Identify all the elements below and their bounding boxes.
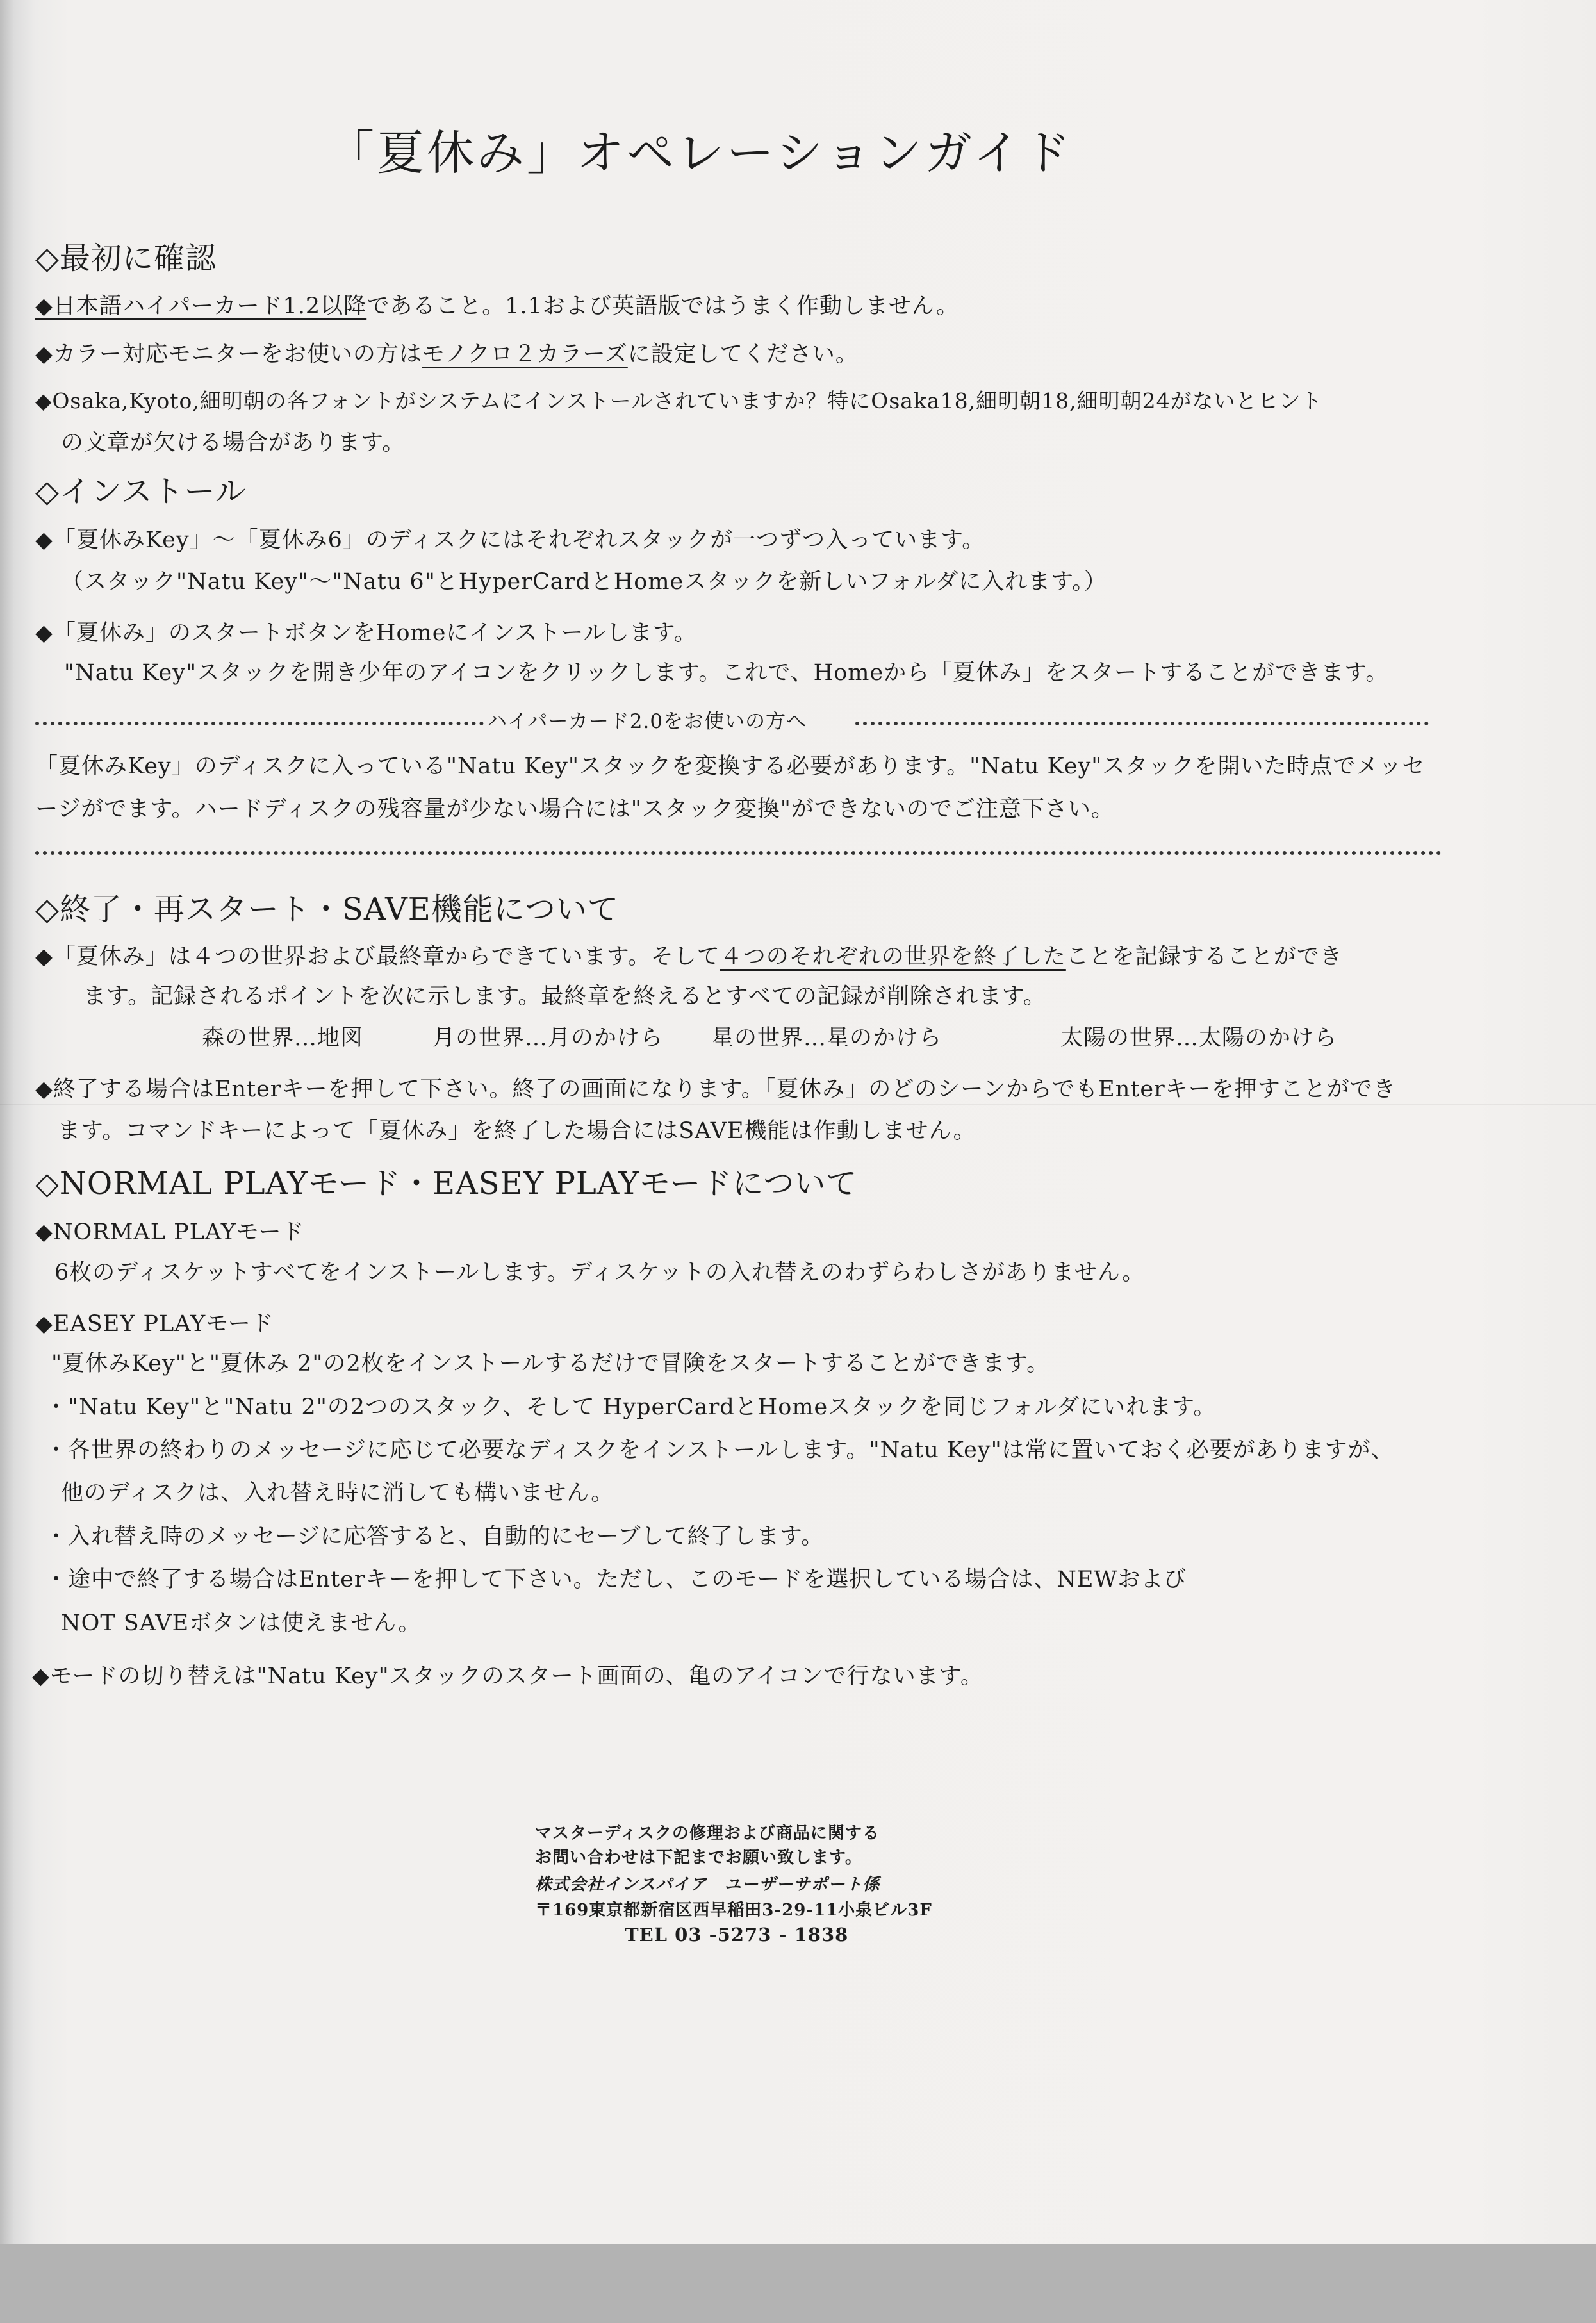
heading-first-check: ◇最初に確認 — [35, 240, 217, 276]
footer-line2: お問い合わせは下記までお願い致します。 — [535, 1848, 862, 1867]
easy-item-quit-line2: NOT SAVEボタンは使えません。 — [61, 1610, 422, 1636]
hypercard2-text-line2: ージがでます。ハードディスクの残容量が少ない場合には"スタック変換"ができないのでご注意下さい。 — [35, 797, 1114, 822]
easy-play-text: "夏休みKey"と"夏休み 2"の2枚をインストールするだけで冒険をスタートすることができます。 — [51, 1351, 1050, 1376]
bullet-disks: ◆「夏休みKey」～「夏休み6」のディスクにはそれぞれスタックが一つずつ入っています。 — [35, 527, 985, 553]
underlined-monochrome: モノクロ２カラーズ — [422, 342, 628, 367]
save-point-moon: 月の世界…月のかけら — [432, 1025, 664, 1051]
save-point-sun: 太陽の世界…太陽のかけら — [1060, 1025, 1338, 1051]
footer-phone: TEL 03 -5273 - 1838 — [625, 1924, 849, 1946]
easy-item-quit-line1: ・途中で終了する場合はEnterキーを押して下さい。ただし、このモードを選択している場合は、NEWおよび — [45, 1567, 1187, 1592]
dotted-divider-right — [855, 722, 1429, 725]
save-point-star: 星の世界…星のかけら — [711, 1025, 942, 1051]
hypercard2-label: ハイパーカード2.0をお使いの方へ — [487, 710, 807, 733]
heading-play-modes: ◇NORMAL PLAYモード・EASEY PLAYモードについて — [35, 1166, 858, 1202]
paper-fold-line — [0, 1104, 1596, 1105]
footer-company: 株式会社インスパイア ユーザーサポート係 — [535, 1875, 880, 1894]
bullet-disks-note: （スタック"Natu Key"～"Natu 6"とHyperCardとHomeスタックを新しいフォルダに入れます。） — [61, 569, 1107, 595]
heading-save-function: ◇終了・再スタート・SAVE機能について — [35, 891, 619, 927]
document-title: 「夏休み」オペレーションガイド — [327, 126, 1073, 181]
easy-item-disks-line1: ・各世界の終わりのメッセージに応じて必要なディスクをインストールします。"Natu Key"は常に置いておく必要がありますが、 — [45, 1437, 1394, 1463]
normal-play-title: ◆NORMAL PLAYモード — [35, 1219, 305, 1245]
footer-line1: マスターディスクの修理および商品に関する — [535, 1824, 880, 1843]
bullet-start-button: ◆「夏休み」のスタートボタンをHomeにインストールします。 — [35, 620, 697, 646]
normal-play-text: 6枚のディスケットすべてをインストールします。ディスケットの入れ替えのわずらわしさがありません。 — [54, 1260, 1145, 1286]
bullet-four-worlds-line2: ます。記録されるポイントを次に示します。最終章を終えるとすべての記録が削除されます。 — [83, 984, 1046, 1009]
easy-item-disks-line2: 他のディスクは、入れ替え時に消しても構いません。 — [61, 1480, 614, 1506]
dotted-divider-left — [35, 722, 484, 725]
heading-install: ◇インストール — [35, 474, 247, 509]
easy-item-stacks: ・"Natu Key"と"Natu 2"の2つのスタック、そして HyperCardとHomeスタックを同じフォルダにいれます。 — [45, 1394, 1217, 1420]
underlined-record: ４つのそれぞれの世界を終了した — [720, 944, 1066, 970]
bullet-start-button-note: "Natu Key"スタックを開き少年のアイコンをクリックします。これで、Homeから「夏休み」をスタートすることができます。 — [64, 660, 1389, 686]
bullet-enter-key: ◆終了する場合はEnterキーを押して下さい。終了の画面になります。「夏休み」のどのシーンからでもEnterキーを押すことができ — [35, 1077, 1396, 1102]
bullet-four-worlds: ◆「夏休み」は４つの世界および最終章からできています。そして４つのそれぞれの世界を終了したことを記録することができ — [35, 944, 1343, 970]
hypercard2-text-line1: 「夏休みKey」のディスクに入っている"Natu Key"スタックを変換する必要があります。"Natu Key"スタックを開いた時点でメッセ — [35, 754, 1426, 779]
dotted-divider-bottom — [35, 851, 1442, 855]
footer-address: 〒169東京都新宿区西早稲田3-29-11小泉ビル3F — [535, 1901, 932, 1920]
easy-item-autosave: ・入れ替え時のメッセージに応答すると、自動的にセーブして終了します。 — [45, 1524, 824, 1550]
underlined-requirement: ◆日本語ハイパーカード1.2以降 — [35, 293, 367, 319]
bullet-fonts-line1: ◆Osaka,Kyoto,細明朝の各フォントがシステムにインストールされていますか？特にOsaka18,細明朝18,細明朝24がないとヒント — [35, 388, 1323, 413]
bullet-monitor-setting: ◆カラー対応モニターをお使いの方はモノクロ２カラーズに設定してください。 — [35, 342, 859, 367]
easy-play-title: ◆EASEY PLAYモード — [35, 1311, 274, 1337]
bullet-enter-key-line2: ます。コマンドキーによって「夏休み」を終了した場合にはSAVE機能は作動しません。 — [58, 1118, 976, 1144]
bullet-fonts-line2: の文章が欠ける場合があります。 — [61, 430, 406, 456]
bullet-hypercard-version: ◆日本語ハイパーカード1.2以降であること。1.1および英語版ではうまく作動しません。 — [35, 293, 959, 319]
save-point-forest: 森の世界…地図 — [202, 1025, 364, 1051]
bullet-mode-switch: ◆モードの切り替えは"Natu Key"スタックのスタート画面の、亀のアイコンで行ないます。 — [32, 1664, 983, 1689]
